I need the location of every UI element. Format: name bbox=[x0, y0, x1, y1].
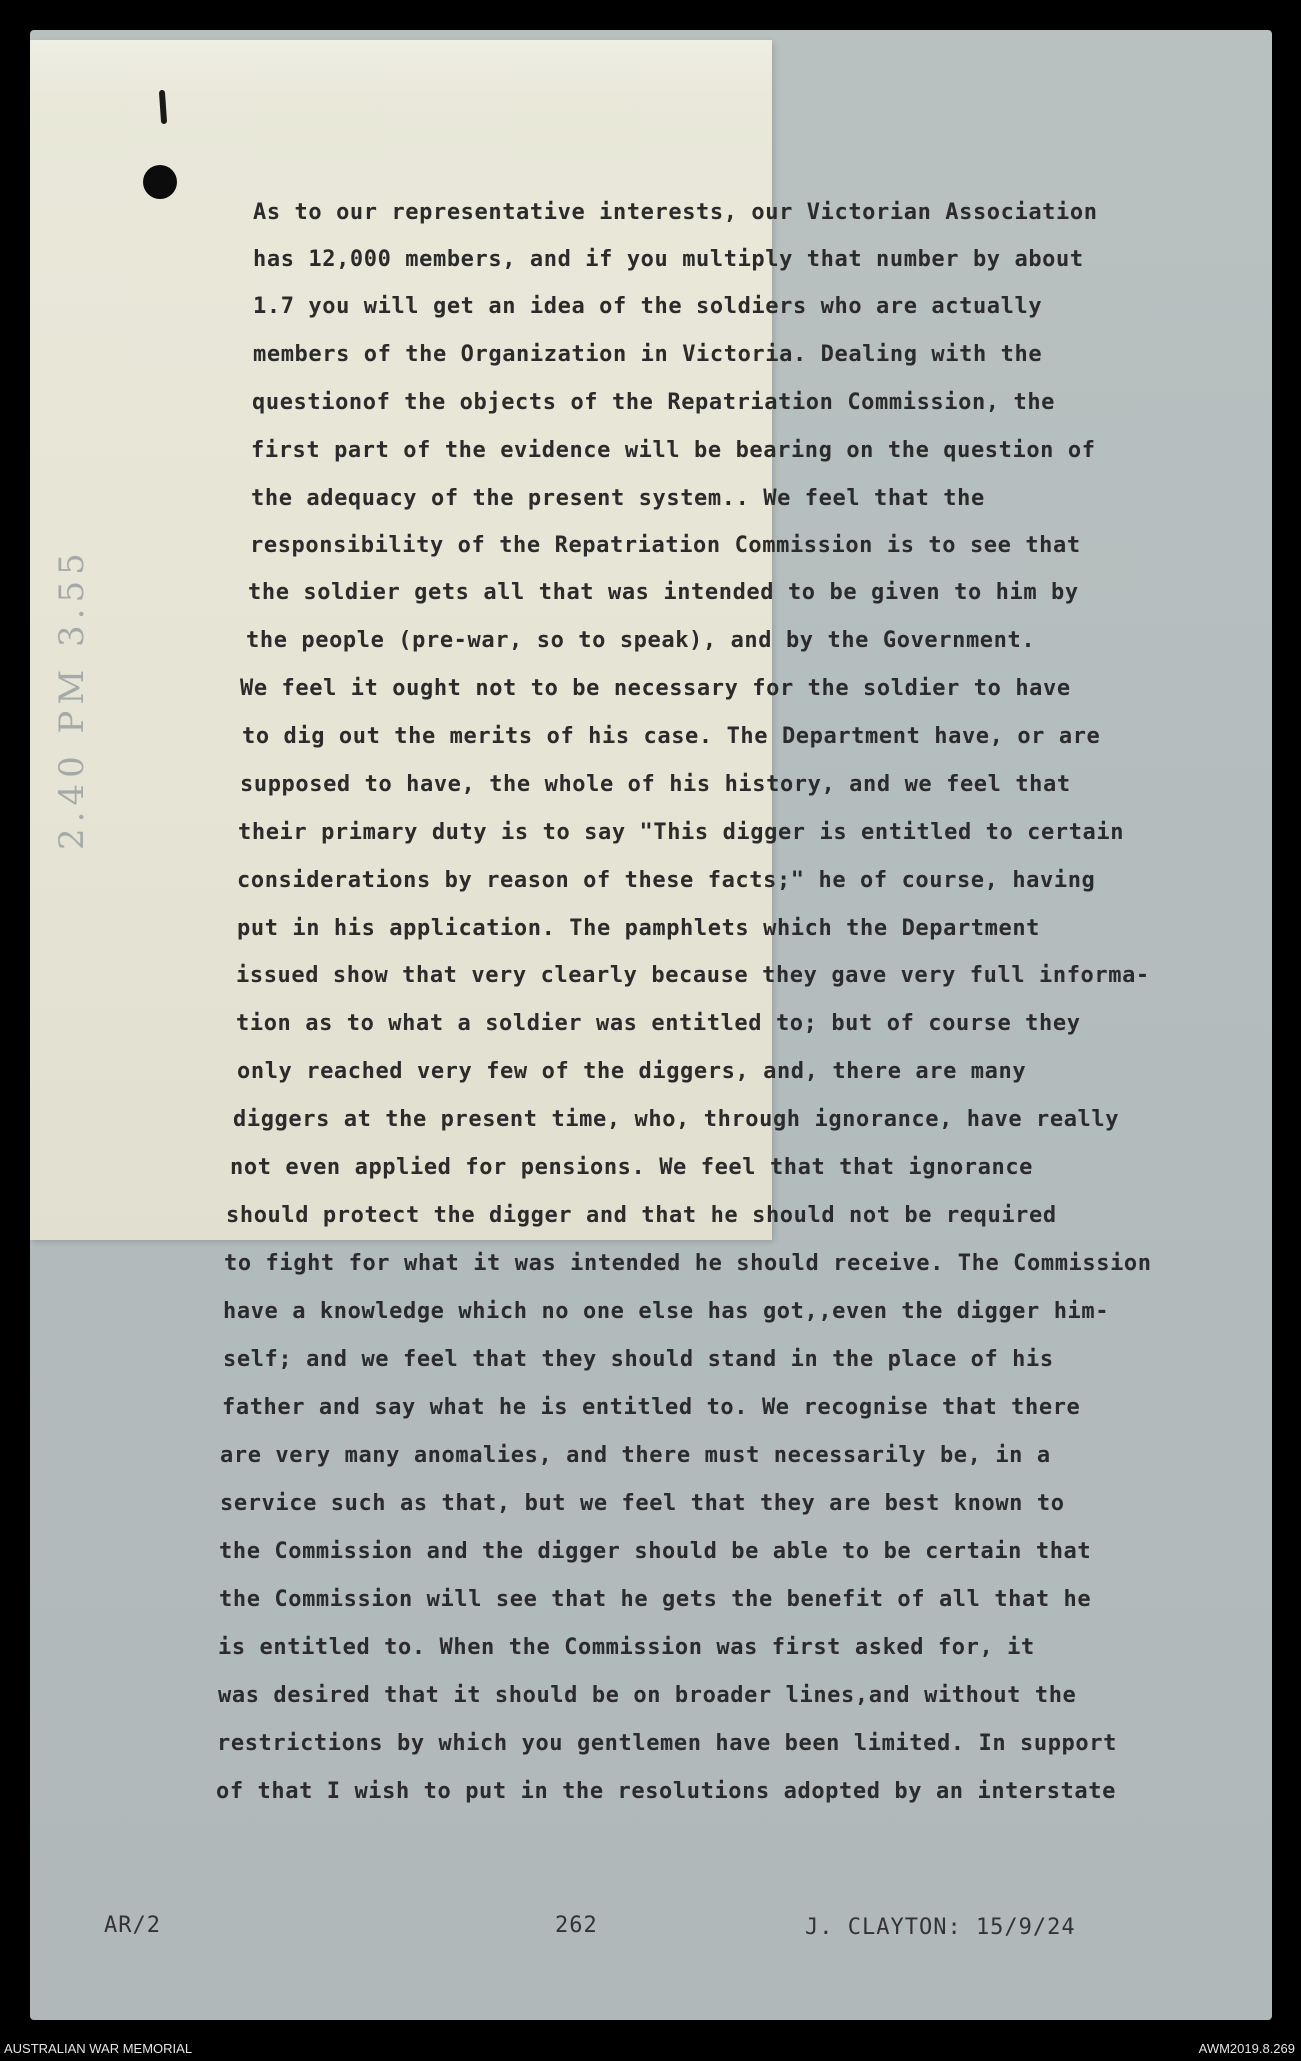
text-line: father and say what he is entitled to. We recognise that there bbox=[222, 1395, 1081, 1420]
text-line: the people (pre-war, so to speak), and by the Government. bbox=[246, 628, 1036, 653]
text-line: have a knowledge which no one else has got,,even the digger him- bbox=[223, 1299, 1110, 1324]
text-line: 1.7 you will get an idea of the soldiers who are actually bbox=[253, 294, 1043, 319]
archive-id: AWM2019.8.269 bbox=[1198, 2041, 1295, 2056]
text-line: to fight for what it was intended he should receive. The Commission bbox=[224, 1251, 1152, 1276]
text-line: their primary duty is to say "This digger is entitled to certain bbox=[238, 820, 1125, 845]
text-line: the adequacy of the present system.. We feel that the bbox=[251, 486, 985, 511]
text-line: to dig out the merits of his case. The Department have, or are bbox=[242, 724, 1101, 749]
page-number: 262 bbox=[555, 1913, 598, 1938]
text-line: was desired that it should be on broader lines,and without the bbox=[218, 1683, 1077, 1708]
text-line: is entitled to. When the Commission was first asked for, it bbox=[218, 1635, 1035, 1660]
text-line: We feel it ought not to be necessary for the soldier to have bbox=[240, 676, 1071, 701]
text-line: has 12,000 members, and if you multiply that number by about bbox=[253, 247, 1084, 272]
text-line: only reached very few of the diggers, and, there are many bbox=[237, 1059, 1027, 1084]
text-line: tion as to what a soldier was entitled to; but of course they bbox=[236, 1011, 1081, 1036]
text-line: restrictions by which you gentlemen have been limited. In support bbox=[217, 1731, 1117, 1756]
margin-annotation: 2.40 PM 3.55 bbox=[52, 547, 92, 850]
text-line: questionof the objects of the Repatriation Commission, the bbox=[252, 390, 1056, 415]
text-line: As to our representative interests, our Victorian Association bbox=[253, 200, 1098, 225]
footer-signature: J. CLAYTON: 15/9/24 bbox=[805, 1915, 1076, 1940]
text-line: responsibility of the Repatriation Commission is to see that bbox=[250, 533, 1081, 558]
text-line: put in his application. The pamphlets which the Department bbox=[237, 916, 1041, 941]
text-line: service such as that, but we feel that they are best known to bbox=[220, 1491, 1065, 1516]
text-line: the Commission and the digger should be able to be certain that bbox=[219, 1539, 1092, 1564]
text-line: of that I wish to put in the resolutions adopted by an interstate bbox=[216, 1779, 1116, 1804]
document-sheet bbox=[30, 30, 1272, 2020]
typed-body bbox=[30, 30, 1272, 2020]
text-line: not even applied for pensions. We feel that that ignorance bbox=[230, 1155, 1034, 1180]
text-line: members of the Organization in Victoria. Dealing with the bbox=[253, 342, 1043, 367]
text-line: considerations by reason of these facts;" he of course, having bbox=[237, 868, 1096, 893]
text-line: first part of the evidence will be bearing on the question of bbox=[251, 438, 1096, 463]
text-line: the Commission will see that he gets the benefit of all that he bbox=[219, 1587, 1092, 1612]
text-line: the soldier gets all that was intended to be given to him by bbox=[248, 580, 1079, 605]
footer-reference: AR/2 bbox=[104, 1913, 161, 1938]
text-line: are very many anomalies, and there must necessarily be, in a bbox=[220, 1443, 1051, 1468]
archive-credit: AUSTRALIAN WAR MEMORIAL bbox=[4, 2041, 193, 2056]
text-line: issued show that very clearly because they gave very full informa- bbox=[236, 963, 1150, 988]
text-line: supposed to have, the whole of his history, and we feel that bbox=[240, 772, 1071, 797]
text-line: self; and we feel that they should stand in the place of his bbox=[223, 1347, 1054, 1372]
text-line: should protect the digger and that he should not be required bbox=[226, 1203, 1057, 1228]
text-line: diggers at the present time, who, through ignorance, have really bbox=[233, 1107, 1120, 1132]
